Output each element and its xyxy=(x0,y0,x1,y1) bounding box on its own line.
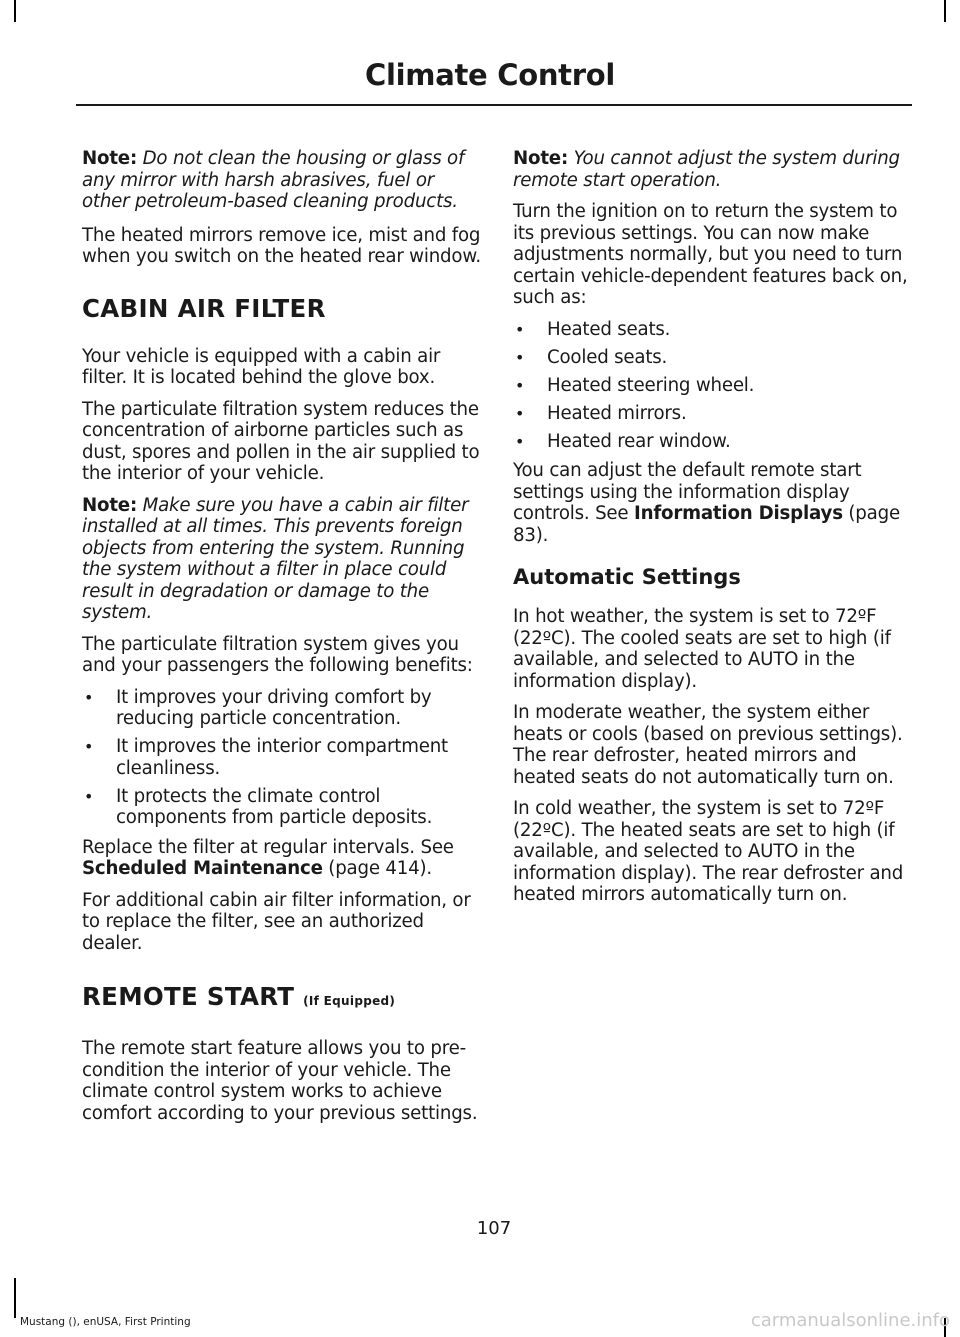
paragraph-additional-info: For additional cabin air filter information, or to replace the filter, see an authorized dealer. xyxy=(82,889,471,954)
watermark: carmanualsonline.info xyxy=(750,1310,950,1331)
section-heading-remote-start xyxy=(82,982,486,1016)
header-rule xyxy=(76,104,912,106)
list-item: • Cooled seats. xyxy=(515,346,668,368)
note-remote-start-adjust xyxy=(513,148,917,191)
bullet-glyph: • xyxy=(84,786,94,806)
paragraph-moderate-weather: In moderate weather, the system either heats or cools (based on previous settings). The rear defroster, heated mirrors and heated seats do not automatically turn on. xyxy=(513,702,903,788)
note-text: Make sure you have a cabin air filter installed at all times. This prevents foreign objects from entering the system. Running the system without a filter in place could result in degradation or damage to the system. xyxy=(82,494,469,623)
subheading-automatic-settings: Automatic Settings xyxy=(513,565,741,589)
bullet-glyph: • xyxy=(515,431,525,451)
note-label: Note: xyxy=(82,494,138,516)
page-title: Climate Control xyxy=(365,58,615,92)
bullet-glyph: • xyxy=(515,319,525,339)
paragraph-heated-mirrors: The heated mirrors remove ice, mist and fog when you switch on the heated rear window. xyxy=(82,224,481,267)
remote-start-title: REMOTE START xyxy=(82,982,295,1011)
paragraph-hot-weather: In hot weather, the system is set to 72ºF (22ºC). The cooled seats are set to high (if available, and selected to AUTO in the information display). xyxy=(513,606,891,692)
list-item: • It protects the climate control components from particle deposits. xyxy=(84,785,433,828)
note-text: You cannot adjust the system during remote start operation. xyxy=(513,148,900,191)
list-item: • Heated steering wheel. xyxy=(515,374,755,396)
list-item: • Heated seats. xyxy=(515,318,671,340)
left-column xyxy=(82,148,486,1134)
page-number: 107 xyxy=(476,1218,512,1239)
note-label: Note: xyxy=(82,148,138,169)
note-mirror-cleaning xyxy=(82,148,486,213)
crop-mark-bottom-left xyxy=(14,1278,16,1318)
right-column xyxy=(513,148,917,916)
bullet-glyph: • xyxy=(515,375,525,395)
paragraph-filtration-reduces: The particulate filtration system reduces the concentration of airborne particles such as dust, spores and pollen in the air supplied to the interior of your vehicle. xyxy=(82,398,480,484)
benefits-list xyxy=(82,687,486,829)
bullet-glyph: • xyxy=(84,687,94,707)
note-label: Note: xyxy=(513,148,569,169)
note-filter-installed xyxy=(82,495,486,624)
list-item: • Heated mirrors. xyxy=(515,402,687,424)
link-information-displays[interactable]: Information Displays xyxy=(634,503,843,524)
list-item: • Heated rear window. xyxy=(515,430,731,452)
features-list xyxy=(513,319,917,453)
crop-mark-top-left xyxy=(14,0,16,22)
paragraph-replace-filter: Replace the filter at regular intervals. See Scheduled Maintenance (page 414). xyxy=(82,836,454,879)
section-heading-cabin-air-filter: CABIN AIR FILTER xyxy=(82,293,326,323)
bullet-glyph: • xyxy=(515,347,525,367)
list-item: • It improves the interior compartment cleanliness. xyxy=(84,736,448,779)
crop-mark-top-right xyxy=(944,0,946,22)
bullet-glyph: • xyxy=(515,403,525,423)
list-item: • It improves your driving comfort by reducing particle concentration. xyxy=(84,686,432,729)
bullet-glyph: • xyxy=(84,737,94,756)
paragraph-remote-start: The remote start feature allows you to pre-condition the interior of your vehicle. The climate control system works to achieve comfort according to your previous settings. xyxy=(82,1038,478,1124)
paragraph-adjust-defaults: You can adjust the default remote start settings using the information display controls. See Information Displays (page 83). xyxy=(513,460,900,546)
note-text: Do not clean the housing or glass of any mirror with harsh abrasives, fuel or other petroleum-based cleaning products. xyxy=(82,148,465,212)
footer-print-info: Mustang (), enUSA, First Printing xyxy=(20,1316,191,1328)
link-scheduled-maintenance[interactable]: Scheduled Maintenance xyxy=(82,858,323,879)
paragraph-cabin-filter-location: Your vehicle is equipped with a cabin air filter. It is located behind the glove box. xyxy=(82,345,441,388)
paragraph-benefits-intro: The particulate filtration system gives you and your passengers the following benefits: xyxy=(82,633,473,676)
if-equipped-qualifier: (If Equipped) xyxy=(303,994,396,1008)
paragraph-cold-weather: In cold weather, the system is set to 72ºF (22ºC). The heated seats are set to high (if available, and selected to AUTO in the information display). The rear defroster and heated mirrors automatically turn on. xyxy=(513,798,904,905)
paragraph-ignition-on: Turn the ignition on to return the system to its previous settings. You can now make adjustments normally, but you need to turn certain vehicle-dependent features back on, such as: xyxy=(513,201,908,308)
